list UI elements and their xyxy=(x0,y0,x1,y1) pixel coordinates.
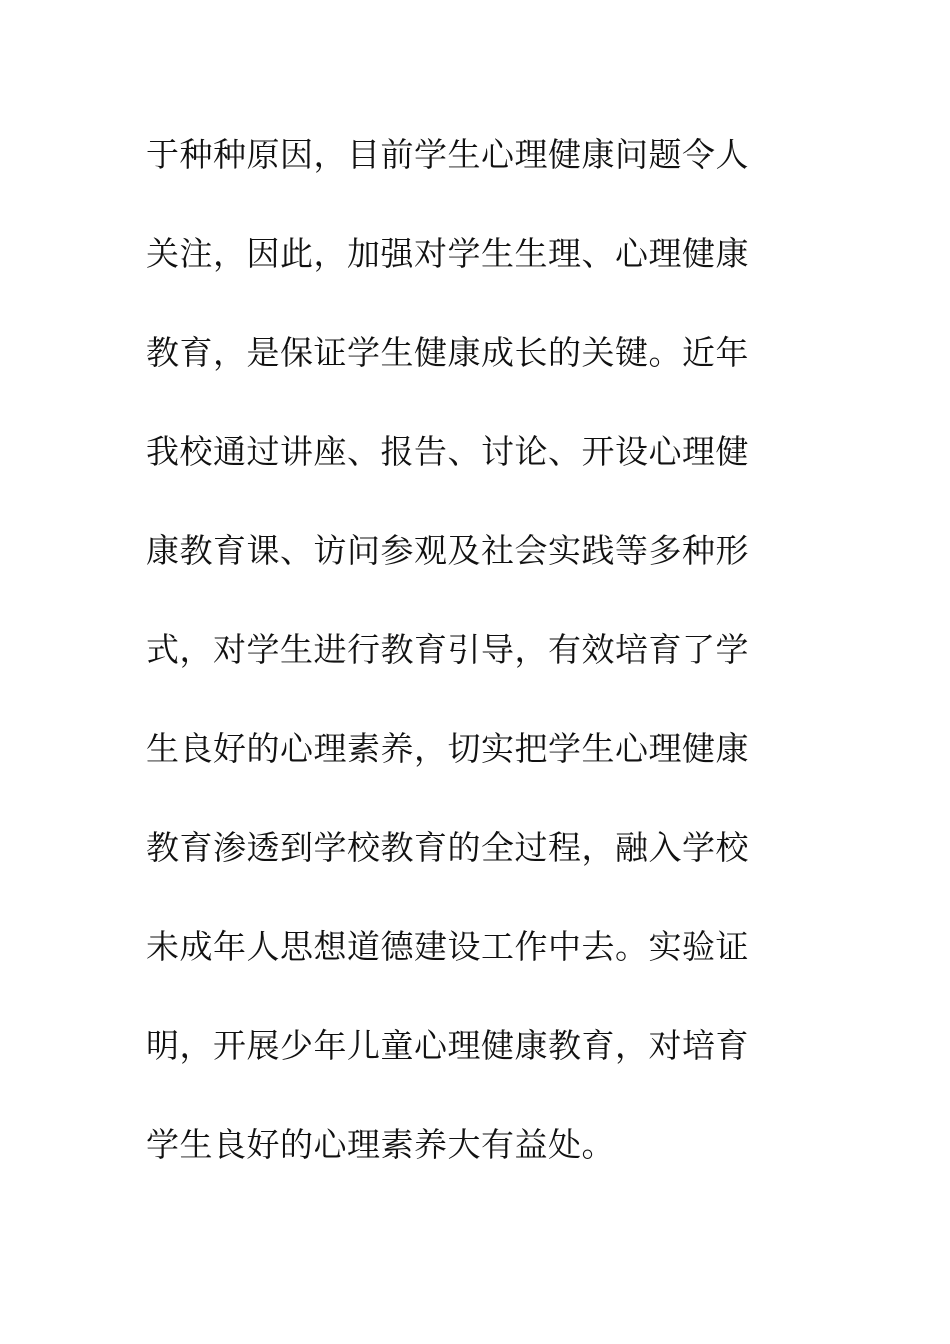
text-line: 式，对学生进行教育引导，有效培育了学 xyxy=(146,630,749,669)
text-line: 于种种原因，目前学生心理健康问题令人 xyxy=(146,135,749,174)
text-line: 关注，因此，加强对学生生理、心理健康 xyxy=(146,234,749,273)
text-line: 教育渗透到学校教育的全过程，融入学校 xyxy=(146,828,749,867)
text-line: 生良好的心理素养，切实把学生心理健康 xyxy=(146,729,749,768)
text-line: 明，开展少年儿童心理健康教育，对培育 xyxy=(146,1026,749,1065)
text-line: 教育，是保证学生健康成长的关键。近年 xyxy=(146,333,749,372)
text-line: 康教育课、访问参观及社会实践等多种形 xyxy=(146,531,749,570)
text-line: 学生良好的心理素养大有益处。 xyxy=(146,1125,615,1164)
text-line: 我校通过讲座、报告、讨论、开设心理健 xyxy=(146,432,749,471)
text-line: 未成年人思想道德建设工作中去。实验证 xyxy=(146,927,749,966)
body-paragraph xyxy=(146,118,786,1207)
